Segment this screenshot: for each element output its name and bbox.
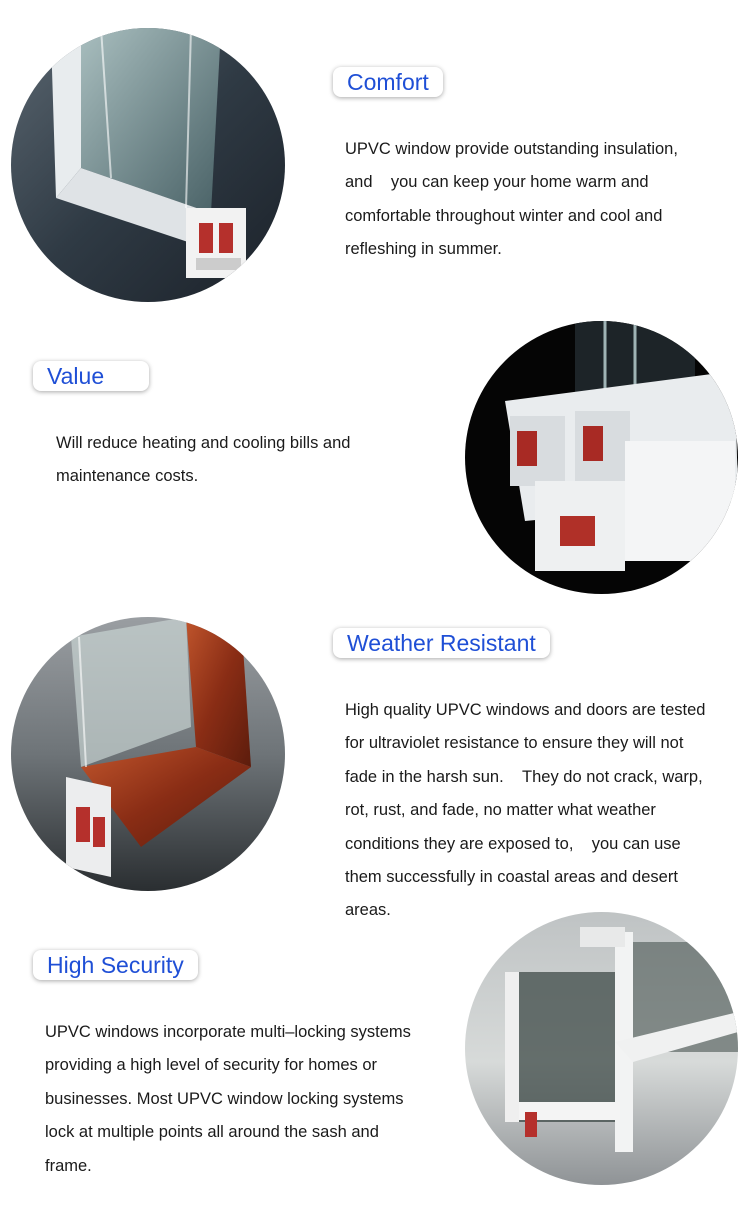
- comfort-title: Comfort: [333, 67, 443, 97]
- value-image: [465, 321, 738, 594]
- weather-resistant-title: Weather Resistant: [333, 628, 550, 658]
- comfort-text: UPVC window provide outstanding insulation, and you can keep your home warm and comfortable throughout winter and cool and refleshing in summer.: [345, 140, 678, 259]
- wood-grain-window-profile-corner-icon: [11, 617, 285, 891]
- value-title: Value: [33, 361, 149, 391]
- comfort-image: [11, 28, 285, 302]
- white-upvc-window-profile-corner-icon: [11, 28, 285, 302]
- sliding-window-profile-section-icon: [465, 321, 738, 594]
- value-text: Will reduce heating and cooling bills and maintenance costs.: [56, 434, 351, 486]
- high-security-image: [465, 912, 738, 1185]
- high-security-title: High Security: [33, 950, 198, 980]
- weather-resistant-text: High quality UPVC windows and doors are tested for ultraviolet resistance to ensure they will not fade in the harsh sun. They do not crack, warp, rot, rust, and fade, no matter what weather conditions they are exposed to, you can use them successfully in coastal areas and desert areas.: [345, 701, 706, 920]
- white-window-frame-t-joint-icon: [465, 912, 738, 1185]
- weather-image: [11, 617, 285, 891]
- high-security-text: UPVC windows incorporate multi–locking systems providing a high level of security for homes or businesses. Most UPVC window locking systems lock at multiple points all around the sash and frame.: [45, 1023, 411, 1175]
